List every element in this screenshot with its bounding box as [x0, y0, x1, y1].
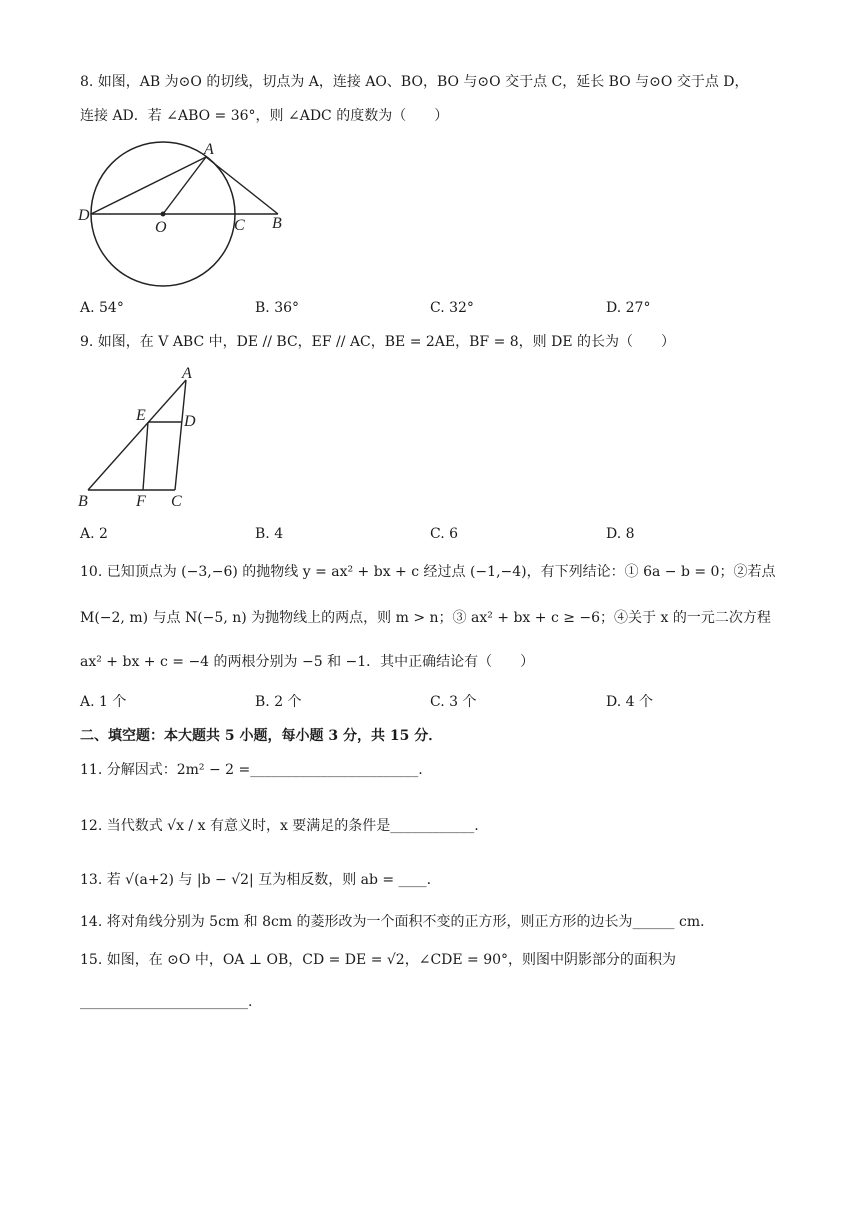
label-c: C — [171, 493, 182, 510]
label-b: B — [78, 493, 88, 510]
q10-option-c: C. 3 个 — [430, 694, 477, 710]
center-point — [161, 212, 166, 217]
line-ab — [206, 157, 278, 214]
q12-text: 12. 当代数式 √x / x 有意义时，x 要满足的条件是____________. — [80, 818, 479, 834]
q13-text: 13. 若 √(a+2) 与 |b − √2| 互为相反数，则 ab = ____. — [80, 872, 432, 888]
label-o: O — [155, 219, 167, 236]
q8-option-a: A. 54° — [80, 300, 124, 316]
section-heading: 二、填空题：本大题共 5 小题，每小题 3 分，共 15 分． — [80, 728, 443, 744]
q8-text-line2: 连接 AD．若 ∠ABO = 36°，则 ∠ADC 的度数为（ ） — [80, 108, 449, 124]
q10-option-d: D. 4 个 — [606, 694, 653, 710]
q8-option-b: B. 36° — [255, 300, 300, 316]
q9-option-b: B. 4 — [255, 526, 284, 542]
q8-text-line1: 8. 如图，AB 为⊙O 的切线，切点为 A，连接 AO、BO，BO 与⊙O 交于点 C，延长 BO 与⊙O 交于点 D， — [80, 74, 749, 90]
q9-option-d: D. 8 — [606, 526, 635, 542]
q9-text-line1: 9. 如图，在 V ABC 中，DE // BC，EF // AC，BE = 2AE，BF = 8，则 DE 的长为（ ） — [80, 334, 676, 350]
q10-option-a: A. 1 个 — [80, 694, 127, 710]
q8-circle-figure — [76, 138, 296, 288]
q8-option-c: C. 32° — [430, 300, 474, 316]
label-d: D — [184, 413, 196, 430]
q9-option-c: C. 6 — [430, 526, 459, 542]
label-a: A — [182, 365, 192, 382]
q15-text-line1: 15. 如图，在 ⊙O 中，OA ⊥ OB，CD = DE = √2，∠CDE = 90°，则图中阴影部分的面积为 — [80, 952, 677, 968]
q10-text-line2: M(−2, m) 与点 N(−5, n) 为抛物线上的两点，则 m > n；③ ax² + bx + c ≥ −6；④关于 x 的一元二次方程 — [80, 610, 771, 626]
label-a: A — [204, 141, 214, 158]
q11-text: 11. 分解因式：2m² − 2 =________________________. — [80, 762, 423, 778]
q15-text-line2: ________________________. — [80, 994, 253, 1010]
q14-text: 14. 将对角线分别为 5cm 和 8cm 的菱形改为一个面积不变的正方形，则正方形的边长为______ cm． — [80, 914, 715, 930]
label-f: F — [136, 493, 146, 510]
side-ac — [175, 380, 186, 490]
q9-option-a: A. 2 — [80, 526, 108, 542]
label-e: E — [136, 407, 146, 424]
q10-text-line3: ax² + bx + c = −4 的两根分别为 −5 和 −1．其中正确结论有（ ） — [80, 654, 535, 670]
segment-ef — [143, 422, 148, 490]
line-da — [91, 157, 206, 214]
label-b: B — [272, 215, 282, 232]
label-c: C — [234, 217, 245, 234]
line-oa — [163, 157, 206, 214]
label-d: D — [78, 207, 90, 224]
q8-option-d: D. 27° — [606, 300, 651, 316]
side-ba — [88, 380, 186, 490]
q9-triangle-figure — [76, 362, 216, 512]
q10-option-b: B. 2 个 — [255, 694, 302, 710]
q10-text-line1: 10. 已知顶点为 (−3,−6) 的抛物线 y = ax² + bx + c 经过点 (−1,−4)，有下列结论：① 6a − b = 0；②若点 — [80, 564, 776, 580]
